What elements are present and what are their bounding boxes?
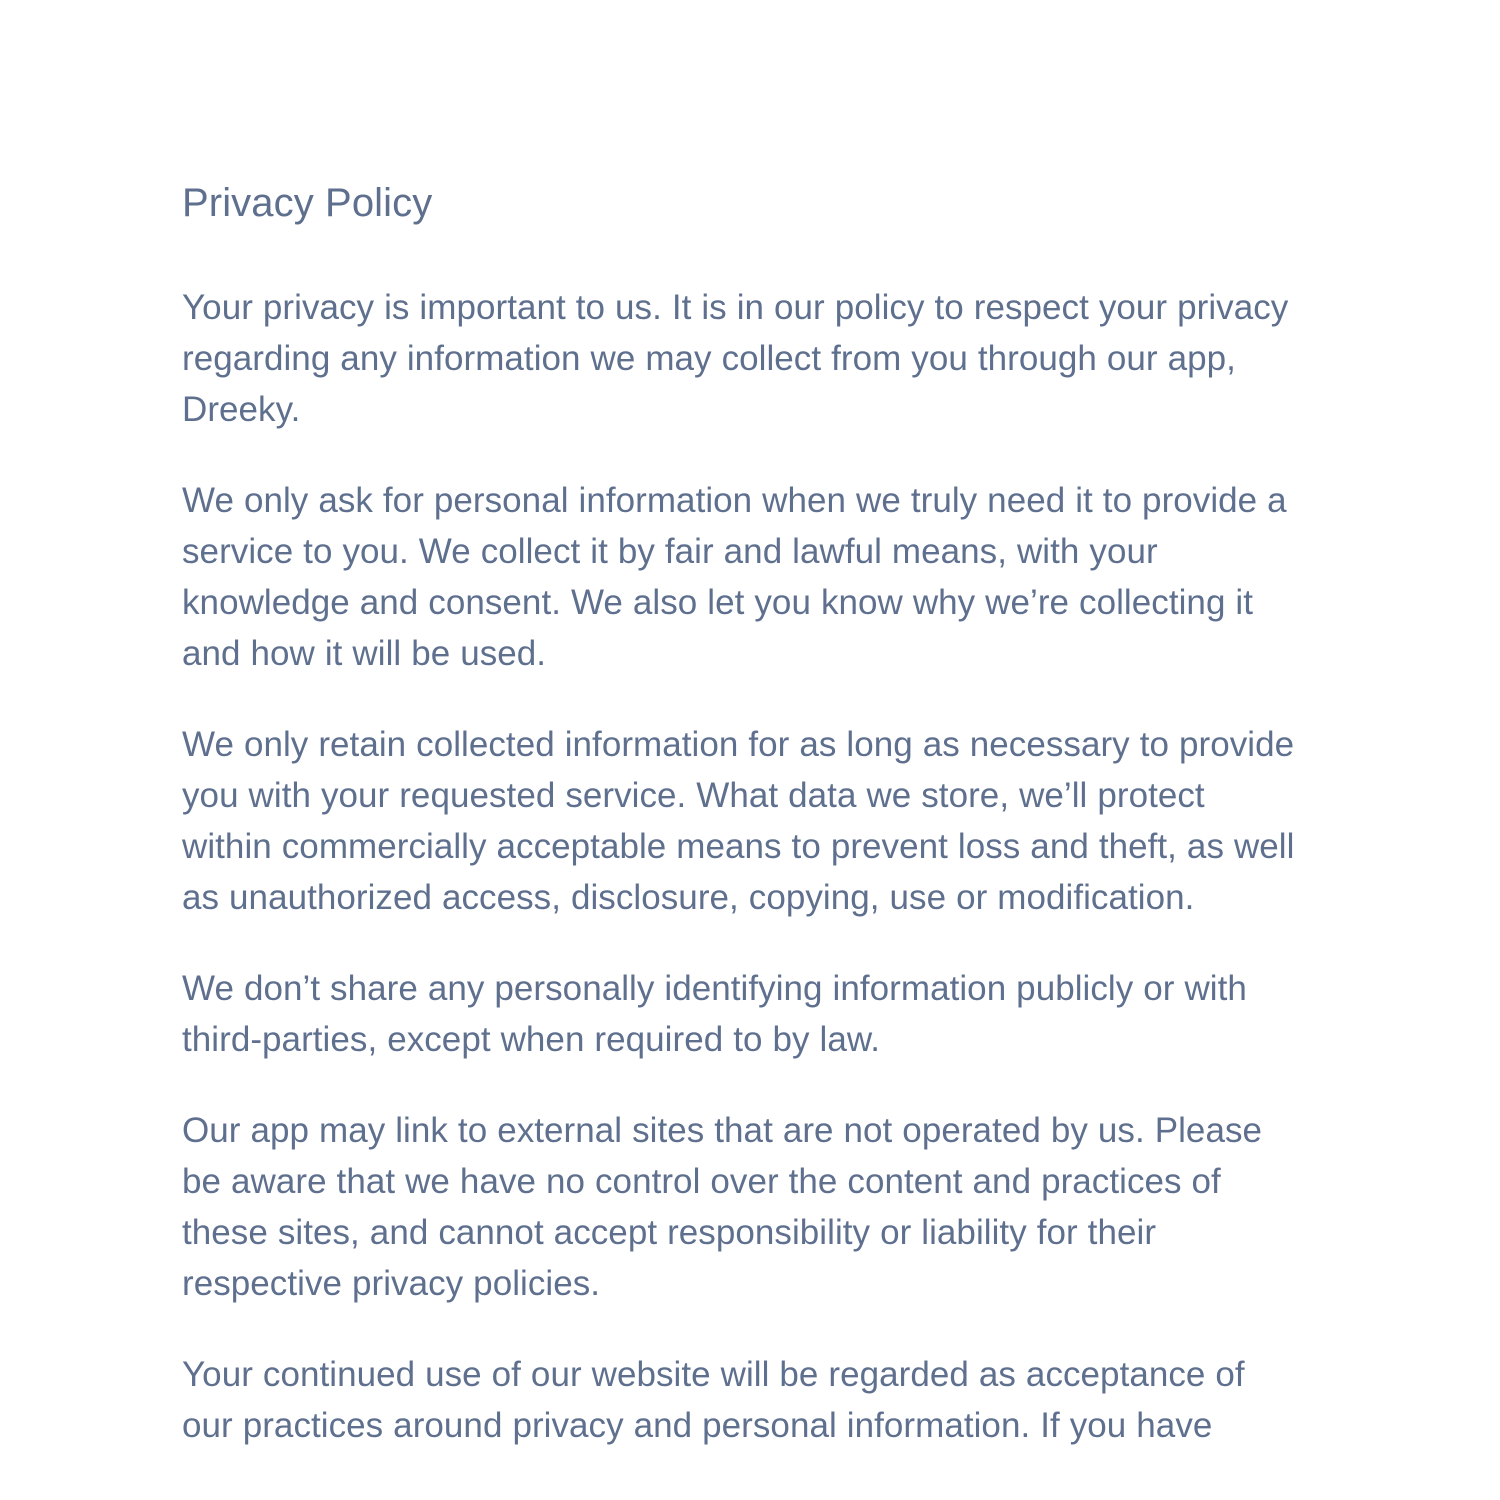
page-title: Privacy Policy: [182, 181, 433, 225]
policy-paragraph-external-links: Our app may link to external sites that are not operated by us. Please be aware that we have no control over the content and practices of these sites, and cannot accept responsibility or liability for their respective privacy policies.: [182, 1111, 1263, 1303]
policy-paragraph-intro: Your privacy is important to us. It is in our policy to respect your privacy regarding any information we may collect from you through our app, Dreeky.: [182, 288, 1289, 429]
document-content: [182, 178, 1304, 1451]
policy-paragraph-retention: We only retain collected information for as long as necessary to provide you with your requested service. What data we store, we’ll protect within commercially acceptable means to prevent loss and theft, as well as unauthorized access, disclosure, copying, use or modification.: [182, 725, 1295, 917]
policy-paragraph-acceptance: Your continued use of our website will be regarded as acceptance of our practices around privacy and personal information. If you have: [182, 1355, 1245, 1445]
policy-paragraph-sharing: We don’t share any personally identifying information publicly or with third-parties, except when required to by law.: [182, 969, 1247, 1059]
policy-paragraph-collection: We only ask for personal information when we truly need it to provide a service to you. We collect it by fair and lawful means, with your knowledge and consent. We also let you know why we’re collecting it and how it will be used.: [182, 481, 1287, 673]
